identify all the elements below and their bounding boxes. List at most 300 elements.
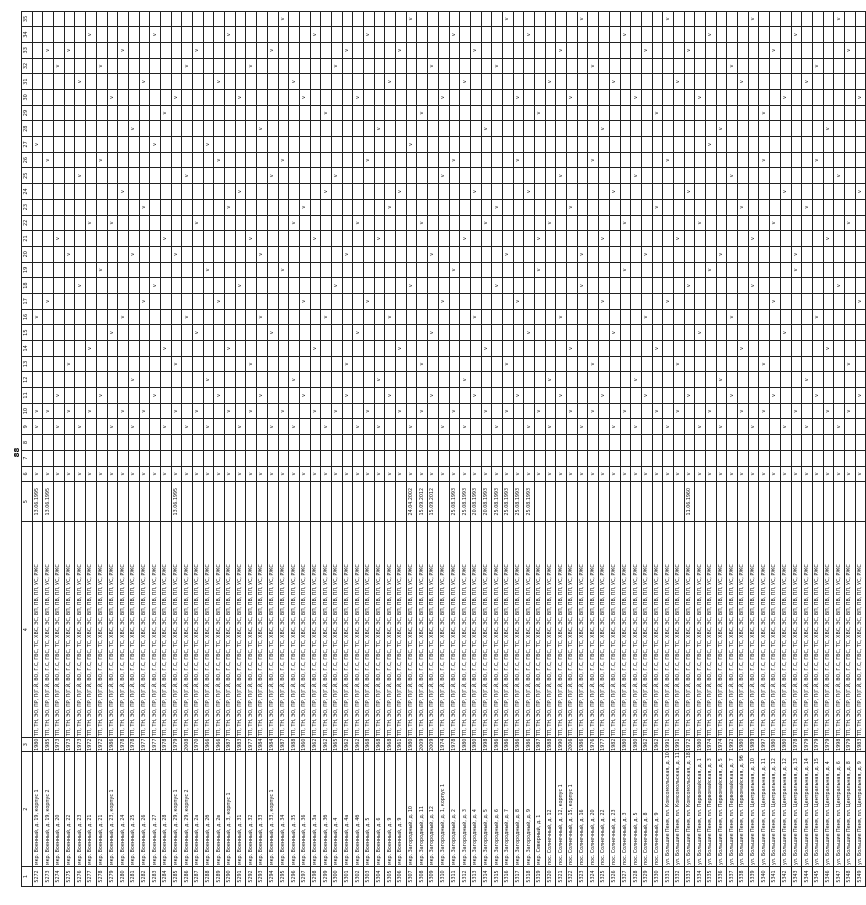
table-row	[834, 11, 845, 886]
year-cell: 1973	[75, 738, 86, 752]
check-mark-cell: v	[524, 184, 535, 200]
empty-cell	[278, 341, 289, 357]
empty-cell	[214, 278, 225, 294]
empty-cell	[620, 388, 631, 404]
year-cell: 1980	[460, 738, 471, 752]
empty-cell	[460, 121, 471, 137]
empty-cell	[545, 403, 556, 419]
empty-cell	[353, 27, 364, 43]
empty-cell	[855, 152, 866, 168]
empty-cell	[567, 325, 578, 341]
check-mark-cell: v	[54, 58, 65, 74]
empty-cell	[310, 74, 321, 90]
year-cell: 1988	[289, 738, 300, 752]
check-mark-cell: v	[342, 42, 353, 58]
empty-cell	[278, 74, 289, 90]
empty-cell	[86, 231, 97, 247]
empty-cell	[75, 403, 86, 419]
empty-cell	[449, 42, 460, 58]
year-cell: 1986	[492, 738, 503, 752]
empty-cell	[310, 215, 321, 231]
empty-cell	[139, 309, 150, 325]
empty-cell	[449, 325, 460, 341]
empty-cell	[214, 435, 225, 451]
empty-cell	[43, 231, 54, 247]
empty-cell	[759, 293, 770, 309]
empty-cell	[128, 105, 139, 121]
empty-cell	[128, 42, 139, 58]
empty-cell	[396, 58, 407, 74]
empty-cell	[353, 341, 364, 357]
empty-cell	[844, 58, 855, 74]
empty-cell	[214, 215, 225, 231]
empty-cell	[54, 262, 65, 278]
check-mark-cell: v	[289, 215, 300, 231]
check-mark-cell: v	[54, 466, 65, 482]
empty-cell	[706, 450, 717, 466]
empty-cell	[812, 341, 823, 357]
empty-cell	[417, 372, 428, 388]
empty-cell	[235, 403, 246, 419]
empty-cell	[86, 90, 97, 106]
table-row	[844, 11, 855, 886]
empty-cell	[545, 309, 556, 325]
empty-cell	[599, 184, 610, 200]
empty-cell	[791, 11, 802, 27]
empty-cell	[545, 246, 556, 262]
empty-cell	[342, 199, 353, 215]
empty-cell	[160, 293, 171, 309]
empty-cell	[289, 356, 300, 372]
empty-cell	[43, 74, 54, 90]
empty-cell	[588, 293, 599, 309]
empty-cell	[96, 309, 107, 325]
year-cell: 1986	[502, 738, 513, 752]
empty-cell	[96, 74, 107, 90]
empty-cell	[449, 293, 460, 309]
empty-cell	[812, 105, 823, 121]
empty-cell	[406, 309, 417, 325]
check-mark-cell: v	[321, 105, 332, 121]
empty-cell	[748, 121, 759, 137]
empty-cell	[545, 231, 556, 247]
year-cell: 1987	[278, 738, 289, 752]
empty-cell	[812, 419, 823, 435]
empty-cell	[545, 42, 556, 58]
empty-cell	[695, 356, 706, 372]
empty-cell	[118, 152, 129, 168]
empty-cell	[299, 105, 310, 121]
empty-cell	[75, 372, 86, 388]
empty-cell	[663, 231, 674, 247]
row-id-cell: 5308	[417, 867, 428, 887]
row-id-cell: 5326	[609, 867, 620, 887]
empty-cell	[791, 372, 802, 388]
empty-cell	[834, 309, 845, 325]
empty-cell	[43, 356, 54, 372]
empty-cell	[118, 372, 129, 388]
empty-cell	[673, 278, 684, 294]
address-cell: мкр. Загородный, д. 8	[513, 752, 524, 867]
empty-cell	[289, 105, 300, 121]
check-mark-cell: v	[107, 325, 118, 341]
empty-cell	[182, 450, 193, 466]
empty-cell	[673, 121, 684, 137]
empty-cell	[449, 11, 460, 27]
empty-cell	[396, 293, 407, 309]
empty-cell	[278, 356, 289, 372]
empty-cell	[171, 388, 182, 404]
empty-cell	[321, 293, 332, 309]
year-cell: 1979	[802, 738, 813, 752]
empty-cell	[428, 278, 439, 294]
empty-cell	[834, 372, 845, 388]
empty-cell	[278, 215, 289, 231]
empty-cell	[417, 168, 428, 184]
empty-cell	[738, 450, 749, 466]
empty-cell	[748, 388, 759, 404]
empty-cell	[160, 58, 171, 74]
empty-cell	[535, 137, 546, 153]
table-row	[663, 11, 674, 886]
empty-cell	[353, 121, 364, 137]
empty-cell	[289, 137, 300, 153]
address-cell: мкр. Военный, д. 19, корпус 2	[43, 752, 54, 867]
register-table	[21, 11, 866, 887]
table-row	[492, 11, 503, 886]
empty-cell	[128, 74, 139, 90]
check-mark-cell: v	[385, 388, 396, 404]
empty-cell	[278, 168, 289, 184]
empty-cell	[396, 372, 407, 388]
table-row	[182, 11, 193, 886]
empty-cell	[289, 262, 300, 278]
date-cell	[160, 482, 171, 522]
empty-cell	[150, 419, 161, 435]
empty-cell	[385, 58, 396, 74]
empty-cell	[160, 262, 171, 278]
empty-cell	[641, 137, 652, 153]
empty-cell	[396, 168, 407, 184]
check-mark-cell: v	[716, 466, 727, 482]
empty-cell	[855, 419, 866, 435]
empty-cell	[492, 372, 503, 388]
empty-cell	[641, 293, 652, 309]
column-header-17: 17	[22, 293, 33, 309]
empty-cell	[791, 121, 802, 137]
empty-cell	[139, 42, 150, 58]
date-cell	[556, 482, 567, 522]
empty-cell	[64, 341, 75, 357]
row-id-cell: 5344	[802, 867, 813, 887]
empty-cell	[855, 278, 866, 294]
empty-cell	[118, 419, 129, 435]
empty-cell	[663, 105, 674, 121]
empty-cell	[193, 435, 204, 451]
check-mark-cell: v	[182, 58, 193, 74]
empty-cell	[438, 215, 449, 231]
check-mark-cell: v	[513, 466, 524, 482]
empty-cell	[299, 11, 310, 27]
empty-cell	[812, 372, 823, 388]
empty-cell	[374, 184, 385, 200]
empty-cell	[299, 450, 310, 466]
empty-cell	[150, 199, 161, 215]
services-cell: ТП, ТН, ЭО, ПР, П(Г.Й, ВО, Г.С, ГВС, ТС, ХВС, ЭС, ВП, ПВ, ПЛ, УС, РЖС	[812, 522, 823, 738]
empty-cell	[460, 152, 471, 168]
empty-cell	[535, 74, 546, 90]
year-cell: 1980	[770, 738, 781, 752]
check-mark-cell: v	[406, 11, 417, 27]
empty-cell	[289, 309, 300, 325]
empty-cell	[567, 42, 578, 58]
empty-cell	[75, 105, 86, 121]
empty-cell	[225, 356, 236, 372]
empty-cell	[631, 341, 642, 357]
empty-cell	[118, 356, 129, 372]
empty-cell	[342, 450, 353, 466]
empty-cell	[706, 184, 717, 200]
empty-cell	[684, 152, 695, 168]
table-row	[460, 11, 471, 886]
empty-cell	[481, 184, 492, 200]
year-cell: 1997	[759, 738, 770, 752]
empty-cell	[695, 435, 706, 451]
date-cell: 25.08.1993	[513, 482, 524, 522]
empty-cell	[834, 58, 845, 74]
empty-cell	[545, 293, 556, 309]
empty-cell	[748, 168, 759, 184]
empty-cell	[246, 215, 257, 231]
empty-cell	[182, 293, 193, 309]
empty-cell	[759, 231, 770, 247]
empty-cell	[802, 231, 813, 247]
empty-cell	[535, 121, 546, 137]
empty-cell	[738, 246, 749, 262]
empty-cell	[791, 450, 802, 466]
empty-cell	[438, 278, 449, 294]
empty-cell	[353, 152, 364, 168]
check-mark-cell: v	[706, 137, 717, 153]
check-mark-cell: v	[107, 466, 118, 482]
empty-cell	[203, 184, 214, 200]
empty-cell	[385, 215, 396, 231]
address-cell: мкр. Загородный, д. 6	[492, 752, 503, 867]
empty-cell	[182, 215, 193, 231]
empty-cell	[470, 105, 481, 121]
empty-cell	[545, 199, 556, 215]
check-mark-cell: v	[214, 293, 225, 309]
empty-cell	[748, 90, 759, 106]
address-cell: мкр. Военный, д. 4б	[353, 752, 364, 867]
empty-cell	[802, 278, 813, 294]
table-row	[321, 11, 332, 886]
check-mark-cell: v	[214, 152, 225, 168]
empty-cell	[193, 121, 204, 137]
empty-cell	[834, 105, 845, 121]
check-mark-cell: v	[171, 356, 182, 372]
row-id-cell: 5329	[641, 867, 652, 887]
check-mark-cell: v	[716, 419, 727, 435]
empty-cell	[246, 199, 257, 215]
empty-cell	[834, 262, 845, 278]
row-id-cell: 5286	[182, 867, 193, 887]
empty-cell	[385, 278, 396, 294]
empty-cell	[225, 184, 236, 200]
empty-cell	[855, 450, 866, 466]
empty-cell	[54, 356, 65, 372]
empty-cell	[342, 325, 353, 341]
empty-cell	[673, 372, 684, 388]
table-row	[267, 11, 278, 886]
empty-cell	[310, 199, 321, 215]
check-mark-cell: v	[342, 466, 353, 482]
empty-cell	[609, 278, 620, 294]
empty-cell	[684, 168, 695, 184]
check-mark-cell: v	[524, 27, 535, 43]
empty-cell	[193, 231, 204, 247]
empty-cell	[139, 435, 150, 451]
empty-cell	[567, 58, 578, 74]
empty-cell	[417, 58, 428, 74]
empty-cell	[310, 152, 321, 168]
empty-cell	[791, 215, 802, 231]
empty-cell	[748, 341, 759, 357]
empty-cell	[738, 90, 749, 106]
year-cell: 1962	[321, 738, 332, 752]
empty-cell	[449, 74, 460, 90]
year-cell: 1987	[225, 738, 236, 752]
year-cell: 1979	[171, 738, 182, 752]
column-header-22: 22	[22, 215, 33, 231]
check-mark-cell: v	[289, 372, 300, 388]
check-mark-cell: v	[802, 74, 813, 90]
address-cell: мкр. Военный, д. 3а	[310, 752, 321, 867]
empty-cell	[331, 121, 342, 137]
row-id-cell: 5297	[299, 867, 310, 887]
empty-cell	[609, 293, 620, 309]
services-cell: ТП, ТН, ЭО, ПР, П(Г.Й, ВО, Г.С, ГВС, ТС, ХВС, ЭС, ВП, ПВ, ПЛ, УС, РЖС	[727, 522, 738, 738]
check-mark-cell: v	[470, 42, 481, 58]
empty-cell	[160, 388, 171, 404]
empty-cell	[609, 58, 620, 74]
empty-cell	[118, 246, 129, 262]
empty-cell	[844, 325, 855, 341]
empty-cell	[460, 435, 471, 451]
check-mark-cell: v	[567, 466, 578, 482]
column-header-20: 20	[22, 246, 33, 262]
empty-cell	[780, 11, 791, 27]
empty-cell	[438, 341, 449, 357]
empty-cell	[684, 74, 695, 90]
empty-cell	[428, 231, 439, 247]
check-mark-cell: v	[460, 231, 471, 247]
empty-cell	[673, 309, 684, 325]
empty-cell	[460, 356, 471, 372]
check-mark-cell: v	[160, 105, 171, 121]
empty-cell	[535, 341, 546, 357]
date-cell	[738, 482, 749, 522]
empty-cell	[406, 199, 417, 215]
empty-cell	[609, 90, 620, 106]
check-mark-cell: v	[588, 152, 599, 168]
empty-cell	[182, 199, 193, 215]
year-cell: 1986	[513, 738, 524, 752]
empty-cell	[374, 137, 385, 153]
empty-cell	[43, 262, 54, 278]
empty-cell	[470, 152, 481, 168]
empty-cell	[684, 372, 695, 388]
empty-cell	[652, 450, 663, 466]
empty-cell	[738, 309, 749, 325]
empty-cell	[502, 231, 513, 247]
check-mark-cell: v	[502, 246, 513, 262]
empty-cell	[438, 11, 449, 27]
empty-cell	[107, 152, 118, 168]
empty-cell	[524, 121, 535, 137]
empty-cell	[641, 199, 652, 215]
year-cell: 1980	[695, 738, 706, 752]
empty-cell	[267, 27, 278, 43]
empty-cell	[684, 90, 695, 106]
empty-cell	[353, 356, 364, 372]
row-id-cell: 5342	[780, 867, 791, 887]
empty-cell	[716, 356, 727, 372]
empty-cell	[406, 356, 417, 372]
empty-cell	[620, 168, 631, 184]
address-cell: пос. Солнечный, д. 20	[588, 752, 599, 867]
empty-cell	[396, 105, 407, 121]
empty-cell	[695, 184, 706, 200]
empty-cell	[802, 356, 813, 372]
empty-cell	[844, 105, 855, 121]
empty-cell	[492, 90, 503, 106]
empty-cell	[235, 215, 246, 231]
check-mark-cell: v	[257, 121, 268, 137]
address-cell: ул. Большие Пеня, пл. Комсомольская, д. 11	[673, 752, 684, 867]
empty-cell	[289, 231, 300, 247]
check-mark-cell: v	[417, 403, 428, 419]
address-cell: ул. Большие Пеня, пл. Центральная, д. 11	[759, 752, 770, 867]
empty-cell	[631, 74, 642, 90]
empty-cell	[641, 262, 652, 278]
services-cell: ТП, ТН, ЭО, ПР, П(Г.Й, ВО, Г.С, ГВС, ТС, ХВС, ЭС, ВП, ПВ, ПЛ, УС, РЖС	[492, 522, 503, 738]
empty-cell	[738, 262, 749, 278]
address-cell: мкр. Военный, д. 2а	[193, 752, 204, 867]
empty-cell	[481, 152, 492, 168]
empty-cell	[43, 168, 54, 184]
empty-cell	[321, 215, 332, 231]
empty-cell	[513, 246, 524, 262]
empty-cell	[791, 199, 802, 215]
empty-cell	[492, 450, 503, 466]
empty-cell	[364, 11, 375, 27]
empty-cell	[631, 152, 642, 168]
check-mark-cell: v	[353, 325, 364, 341]
services-cell: ТП, ТН, ЭО, ПР, П(Г.Й, ВО, Г.С, ГВС, ТС, ХВС, ЭС, ВП, ПВ, ПЛ, УС, РЖС	[342, 522, 353, 738]
date-cell	[75, 482, 86, 522]
empty-cell	[460, 199, 471, 215]
empty-cell	[855, 74, 866, 90]
check-mark-cell: v	[535, 403, 546, 419]
empty-cell	[139, 278, 150, 294]
empty-cell	[770, 419, 781, 435]
empty-cell	[588, 11, 599, 27]
empty-cell	[780, 168, 791, 184]
table-row	[417, 11, 428, 886]
empty-cell	[791, 388, 802, 404]
check-mark-cell: v	[396, 403, 407, 419]
